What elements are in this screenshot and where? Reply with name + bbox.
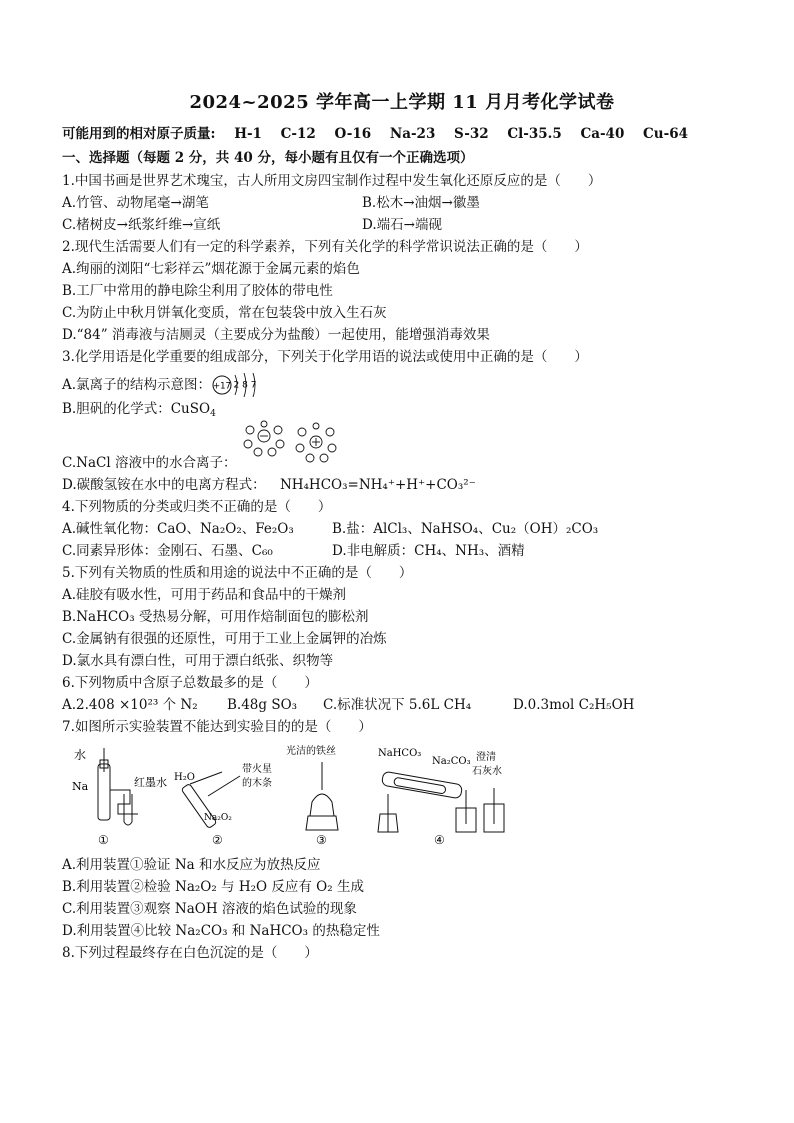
q2-option-c[interactable]: C.为防止中秋月饼氧化变质，常在包装袋中放入生石灰 — [62, 305, 387, 321]
q4-option-c[interactable]: C.同素异形体：金刚石、石墨、C₆₀ — [62, 543, 273, 559]
q6-option-a[interactable]: A.2.408 ×10²³ 个 N₂ — [62, 697, 198, 713]
q6-option-d[interactable]: D.0.3mol C₂H₅OH — [513, 697, 635, 713]
atomic-masses — [62, 122, 742, 142]
q1-options-row2 — [62, 214, 742, 236]
q1-option-d[interactable]: D.端石→端砚 — [362, 217, 442, 233]
q6-options — [62, 694, 742, 716]
label-limewater-1: 澄清 — [476, 752, 496, 763]
q1-option-c[interactable]: C.楮树皮→纸浆纤维→宣纸 — [62, 217, 221, 233]
mass-item: C-12 — [280, 126, 316, 142]
q5-option-b[interactable]: B.NaHCO₃ 受热易分解，可用作焙制面包的膨松剂 — [62, 609, 369, 625]
q6-option-c[interactable]: C.标准状况下 5.6L CH₄ — [323, 697, 472, 713]
q5-option-a[interactable]: A.硅胶有吸水性，可用于药品和食品中的干燥剂 — [62, 587, 347, 603]
q3-option-b-text: B.胆矾的化学式：CuSO — [62, 401, 211, 417]
q3-option-b-sub: 4 — [210, 409, 216, 419]
q1-stem: 1.中国书画是世界艺术瑰宝，古人所用文房四宝制作过程中发生氧化还原反应的是（ ） — [62, 173, 602, 189]
q5-option-d[interactable]: D.氯水具有漂白性，可用于漂白纸张、织物等 — [62, 653, 334, 669]
mass-item: Ca-40 — [580, 126, 625, 142]
mass-item: O-16 — [334, 126, 372, 142]
q3-option-a-text: A.氯离子的结构示意图： — [62, 377, 212, 393]
q2-option-a[interactable]: A.绚丽的浏阳“七彩祥云”烟花源于金属元素的焰色 — [62, 261, 360, 277]
q7-option-d[interactable]: D.利用装置④比较 Na₂CO₃ 和 NaHCO₃ 的热稳定性 — [62, 923, 380, 939]
mass-item: H-1 — [234, 126, 262, 142]
q3-option-c-text: C.NaCl 溶液中的水合离子： — [62, 455, 237, 471]
q6-stem: 6.下列物质中含原子总数最多的是（ ） — [62, 675, 318, 691]
page-title: 2024~2025 学年高一上学期 11 月月考化学试卷 — [189, 92, 615, 113]
q6-option-b[interactable]: B.48g SO₃ — [227, 697, 298, 713]
masses-label: 可能用到的相对原子质量: — [62, 126, 216, 142]
atom-nucleus-label: +17 — [213, 381, 232, 392]
label-h2o: H₂O — [174, 772, 195, 783]
q7-option-b[interactable]: B.利用装置②检验 Na₂O₂ 与 H₂O 反应有 O₂ 生成 — [62, 879, 364, 895]
label-na2co3: Na₂CO₃ — [432, 756, 471, 767]
label-limewater-2: 石灰水 — [472, 766, 502, 777]
q4-option-a[interactable]: A.碱性氧化物：CaO、Na₂O₂、Fe₂O₃ — [62, 521, 294, 537]
q4-options-row2 — [62, 540, 742, 562]
q3-option-b[interactable] — [62, 398, 742, 420]
q3-option-c[interactable] — [62, 420, 742, 474]
q5-stem: 5.下列有关物质的性质和用途的说法中不正确的是（ ） — [62, 565, 413, 581]
q3-option-d[interactable] — [62, 474, 742, 496]
atom-shells-label: 2 8 7 — [233, 380, 257, 391]
q7-option-c[interactable]: C.利用装置③观察 NaOH 溶液的焰色试验的现象 — [62, 901, 357, 917]
exam-page — [62, 88, 742, 964]
label-splint-2: 的木条 — [242, 778, 272, 789]
mass-item: S-32 — [454, 126, 489, 142]
q3-option-d-text: D.碳酸氢铵在水中的电离方程式： — [62, 477, 266, 493]
q7-stem: 7.如图所示实验装置不能达到实验目的的是（ ） — [62, 719, 372, 735]
q2-option-b[interactable]: B.工厂中常用的静电除尘利用了胶体的带电性 — [62, 283, 333, 299]
mass-item: Cu-64 — [643, 126, 688, 142]
q1-option-b[interactable]: B.松木→油烟→徽墨 — [362, 195, 480, 211]
q1-options-row1 — [62, 192, 742, 214]
q3-option-d-equation: NH₄HCO₃=NH₄⁺+H⁺+CO₃²⁻ — [279, 477, 476, 493]
label-na2o2: Na₂O₂ — [204, 813, 232, 823]
label-splint-1: 带火星 — [242, 764, 272, 775]
q1-option-a[interactable]: A.竹管、动物尾毫→湖笔 — [62, 195, 209, 211]
q4-options-row1 — [62, 518, 742, 540]
q4-stem: 4.下列物质的分类或归类不正确的是（ ） — [62, 499, 332, 515]
q3-stem: 3.化学用语是化学重要的组成部分，下列关于化学用语的说法或使用中正确的是（ ） — [62, 349, 588, 365]
q4-option-b[interactable]: B.盐：AlCl₃、NaHSO₄、Cu₂（OH）₂CO₃ — [332, 521, 599, 537]
label-iron-wire: 光洁的铁丝 — [286, 746, 336, 757]
q3-option-a[interactable] — [62, 368, 742, 398]
q8-stem: 8.下列过程最终存在白色沉淀的是（ ） — [62, 945, 318, 961]
q7-apparatus-figure — [72, 742, 512, 852]
q2-stem: 2.现代生活需要人们有一定的科学素养，下列有关化学的科学常识说法正确的是（ ） — [62, 239, 588, 255]
q2-option-d[interactable]: D.“84” 消毒液与洁厕灵（主要成分为盐酸）一起使用，能增强消毒效果 — [62, 327, 490, 343]
label-n1: ① — [98, 833, 109, 847]
q7-option-a[interactable]: A.利用装置①验证 Na 和水反应为放热反应 — [62, 857, 321, 873]
label-n3: ③ — [316, 833, 327, 847]
mass-item: Na-23 — [389, 126, 436, 142]
chloride-ion-structure-diagram — [211, 369, 271, 397]
label-water: 水 — [74, 748, 87, 762]
q5-option-c[interactable]: C.金属钠有很强的还原性，可用于工业上金属钾的冶炼 — [62, 631, 387, 647]
q4-option-d[interactable]: D.非电解质：CH₄、NH₃、酒精 — [332, 543, 525, 559]
label-n2: ② — [212, 833, 223, 847]
section-heading: 一、选择题（每题 2 分，共 40 分，每小题有且仅有一个正确选项） — [62, 150, 474, 166]
hydrated-ions-diagram — [236, 420, 346, 470]
label-n4: ④ — [434, 833, 445, 847]
test-tube — [98, 764, 110, 820]
mass-item: Cl-35.5 — [507, 126, 562, 142]
label-nahco3: NaHCO₃ — [378, 748, 422, 759]
label-na: Na — [72, 780, 89, 793]
label-red-ink: 红墨水 — [134, 776, 167, 789]
